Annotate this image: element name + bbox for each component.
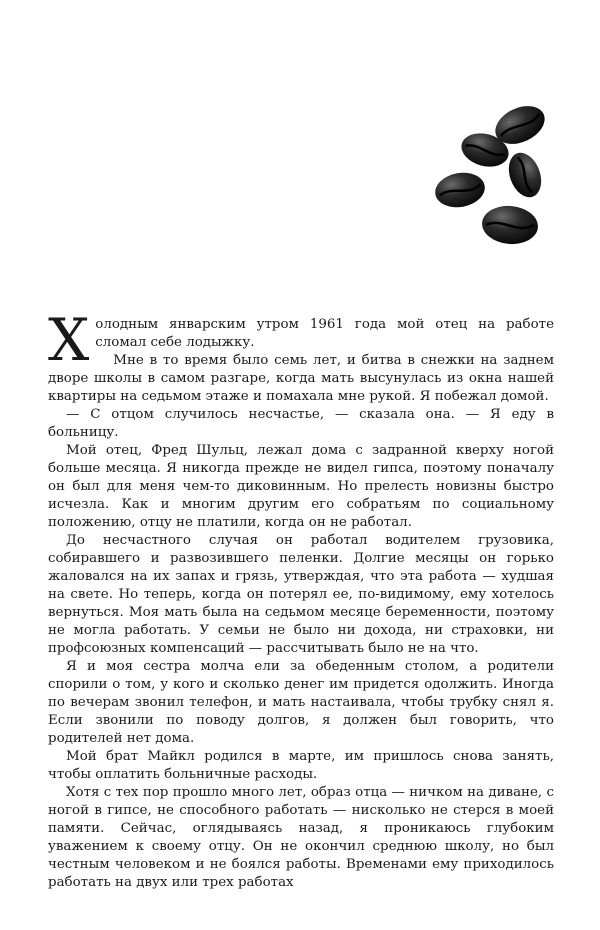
coffee-bean: [503, 148, 547, 201]
coffee-beans-icon: [430, 95, 560, 255]
paragraph: Хотя с тех пор прошло много лет, образ отца — ничком на диване, с ногой в гипсе, не способного работать — нисколько не стерся в моей памяти. Сейчас, оглядываясь назад, я проникаюсь глубоким уважением к своему отцу. Он не окончил среднюю школу, но был честным человеком и не боялся работы. Временами ему приходилось работать на двух или трех работах: [48, 785, 554, 890]
article-body: [48, 306, 554, 892]
paragraph: Я и моя сестра молча ели за обеденным столом, а родители спорили о том, у кого и сколько денег им придется одолжить. Иногда по вечерам звонил телефон, и мать настаивала, чтобы трубку снял я. Если звонили по поводу долгов, я должен был говорить, что родителей нет дома.: [48, 659, 554, 746]
paragraph: Мой брат Майкл родился в марте, им пришлось снова занять, чтобы оплатить больничные расходы.: [48, 749, 554, 782]
paragraph-text: олодным январским утром 1961 года мой отец на работе сломал себе лодыжку.: [95, 317, 554, 350]
coffee-bean: [432, 169, 487, 211]
drop-cap: Х: [48, 306, 90, 374]
coffee-bean: [480, 204, 539, 247]
paragraph: [48, 306, 554, 374]
paragraph: Мне в то время было семь лет, и битва в снежки на заднем дворе школы в самом разгаре, когда мать высунулась из окна нашей квартиры на седьмом этаже и помахала мне рукой. Я побежал домой.: [48, 353, 554, 404]
paragraph: — С отцом случилось несчастье, — сказала она. — Я еду в больницу.: [48, 407, 554, 440]
paragraph: До несчастного случая он работал водителем грузовика, собиравшего и развозившего пеленки. Долгие месяцы он горько жаловался на их запах и грязь, утверждая, что эта работа — худшая на свете. Но теперь, когда он потерял ее, по-видимому, ему хотелось вернуться. Моя мать была на седьмом месяце беременности, поэтому не могла работать. У семьи не было ни дохода, ни страховки, ни профсоюзных компенсаций — рассчитывать было не на что.: [48, 533, 554, 656]
paragraph: Мой отец, Фред Шульц, лежал дома с задранной кверху ногой больше месяца. Я никогда прежде не видел гипса, поэтому поначалу он был для меня чем-то диковинным. Но прелесть новизны быстро исчезла. Как и многим другим его собратьям по социальному положению, отцу не платили, когда он не работал.: [48, 443, 554, 530]
